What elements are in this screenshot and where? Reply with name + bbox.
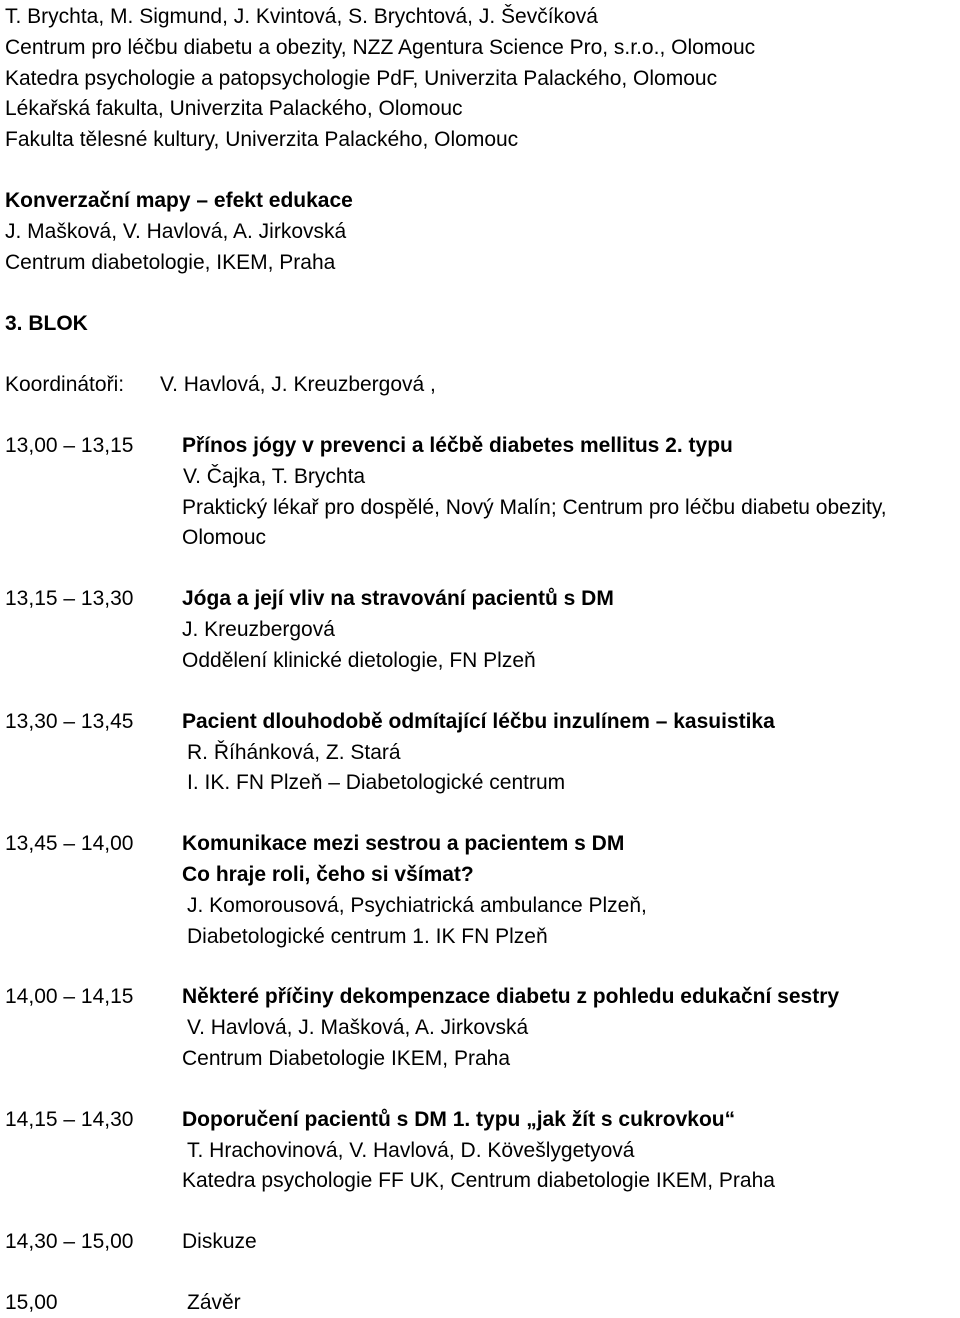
- session-title: Některé příčiny dekompenzace diabetu z pohledu edukační sestry: [182, 985, 840, 1008]
- session-title: Závěr: [187, 1291, 241, 1314]
- session-time: 15,00: [5, 1291, 58, 1314]
- talk-authors: J. Mašková, V. Havlová, A. Jirkovská: [5, 220, 347, 243]
- session-authors: V. Havlová, J. Mašková, A. Jirkovská: [187, 1016, 529, 1039]
- session-authors: J. Komorousová, Psychiatrická ambulance Plzeň,: [187, 894, 647, 917]
- session-time: 14,30 – 15,00: [5, 1230, 134, 1253]
- session-affiliation: I. IK. FN Plzeň – Diabetologické centrum: [187, 771, 566, 794]
- session-time: 14,00 – 14,15: [5, 985, 134, 1008]
- session-affiliation: Olomouc: [182, 526, 267, 549]
- session-title: Komunikace mezi sestrou a pacientem s DM: [182, 832, 625, 855]
- session-affiliation: Oddělení klinické dietologie, FN Plzeň: [182, 649, 536, 672]
- session-authors: R. Říhánková, Z. Stará: [187, 741, 401, 764]
- talk-affiliation: Centrum diabetologie, IKEM, Praha: [5, 251, 336, 274]
- coordinators-names: V. Havlová, J. Kreuzbergová ,: [160, 373, 436, 396]
- session-authors: T. Hrachovinová, V. Havlová, D. Kövešlygetyová: [187, 1139, 635, 1162]
- session-authors: J. Kreuzbergová: [182, 618, 335, 641]
- affiliation-line: Katedra psychologie a patopsychologie PdF, Univerzita Palackého, Olomouc: [5, 67, 718, 90]
- session-time: 13,15 – 13,30: [5, 587, 134, 610]
- session-affiliation: Praktický lékař pro dospělé, Nový Malín; Centrum pro léčbu diabetu obezity,: [182, 496, 887, 519]
- talk-title: Konverzační mapy – efekt edukace: [5, 189, 353, 212]
- session-title: Přínos jógy v prevenci a léčbě diabetes mellitus 2. typu: [182, 434, 733, 457]
- affiliation-line: Fakulta tělesné kultury, Univerzita Palackého, Olomouc: [5, 128, 519, 151]
- session-time: 13,30 – 13,45: [5, 710, 134, 733]
- header-authors: T. Brychta, M. Sigmund, J. Kvintová, S. Brychtová, J. Ševčíková: [5, 5, 598, 28]
- coordinators-label: Koordinátoři:: [5, 373, 125, 396]
- affiliation-line: Centrum pro léčbu diabetu a obezity, NZZ Agentura Science Pro, s.r.o., Olomouc: [5, 36, 756, 59]
- session-title: Pacient dlouhodobě odmítající léčbu inzulínem – kasuistika: [182, 710, 775, 733]
- session-subtitle: Co hraje roli, čeho si všímat?: [182, 863, 474, 886]
- session-authors: V. Čajka, T. Brychta: [183, 465, 366, 488]
- session-time: 14,15 – 14,30: [5, 1108, 134, 1131]
- session-affiliation: Diabetologické centrum 1. IK FN Plzeň: [187, 925, 548, 948]
- block-title: 3. BLOK: [5, 312, 88, 335]
- session-affiliation: Katedra psychologie FF UK, Centrum diabetologie IKEM, Praha: [182, 1169, 775, 1192]
- session-title: Jóga a její vliv na stravování pacientů s DM: [182, 587, 614, 610]
- session-affiliation: Centrum Diabetologie IKEM, Praha: [182, 1047, 510, 1070]
- session-time: 13,00 – 13,15: [5, 434, 134, 457]
- affiliation-line: Lékařská fakulta, Univerzita Palackého, Olomouc: [5, 97, 463, 120]
- session-time: 13,45 – 14,00: [5, 832, 134, 855]
- session-title: Doporučení pacientů s DM 1. typu „jak žít s cukrovkou“: [182, 1108, 736, 1131]
- session-title: Diskuze: [182, 1230, 257, 1253]
